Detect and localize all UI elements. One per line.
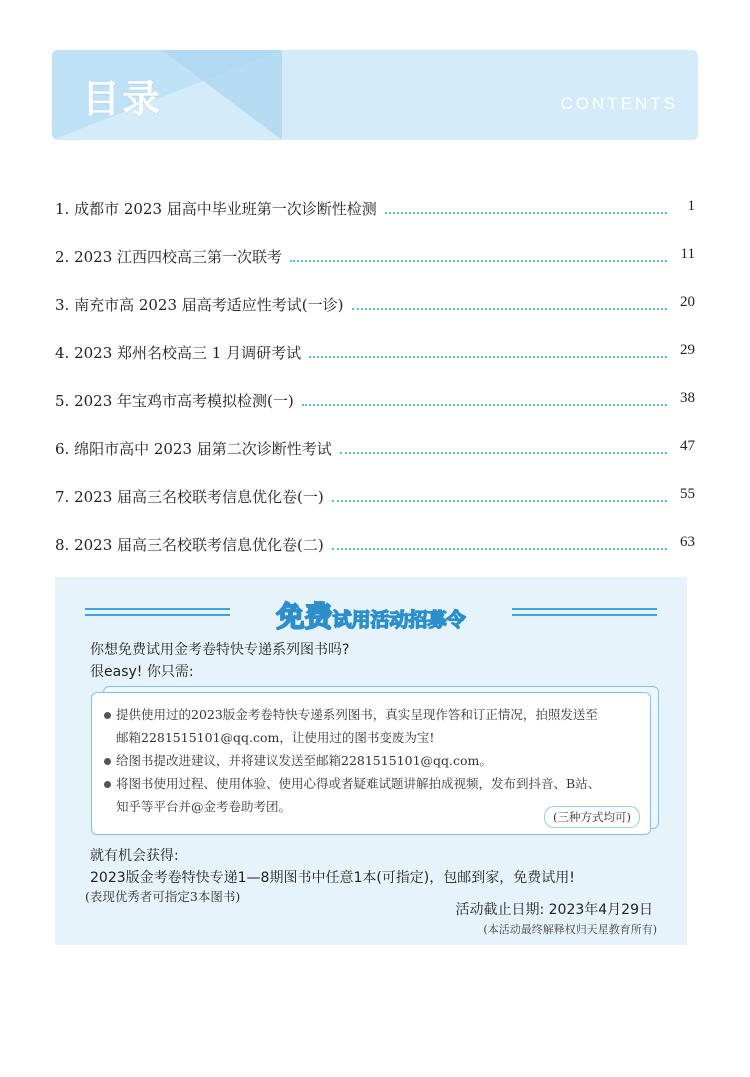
reward-note: (表现优秀者可指定3本图书): [85, 889, 241, 904]
toc-entry-page: 38: [680, 390, 695, 406]
task-card: [91, 692, 651, 835]
task-line-continued: 邮箱2281515101@qq.com，让使用过的图书变废为宝!: [116, 730, 435, 745]
promo-title: [233, 595, 509, 635]
promo-title-rest: 试用活动招募令: [332, 609, 466, 631]
toc-entry-page: 63: [680, 534, 695, 550]
toc-entry-title: 4. 2023 郑州名校高三 1 月调研考试: [55, 344, 302, 362]
dot-leader: [332, 536, 667, 550]
task-line-continued: 知乎等平台并@金考卷助考团。: [116, 799, 292, 814]
task-line: 提供使用过的2023版金考卷特快专递系列图书，真实呈现作答和订正情况，拍照发送至: [116, 707, 598, 722]
dot-leader: [332, 488, 667, 502]
toc-entry[interactable]: [55, 526, 695, 574]
page-subtitle: CONTENTS: [560, 94, 678, 113]
banner-decoration-2: [162, 50, 282, 140]
toc-entry-page: 47: [680, 438, 695, 454]
dot-leader: [290, 248, 667, 262]
methods-note: (三种方式均可): [544, 806, 640, 828]
toc-entry-title: 1. 成都市 2023 届高中毕业班第一次诊断性检测: [55, 200, 377, 218]
toc-entry[interactable]: [55, 430, 695, 478]
promo-question: 你想免费试用金考卷特快专递系列图书吗?: [90, 642, 350, 658]
header-banner: [52, 50, 698, 140]
toc-entry[interactable]: [55, 334, 695, 382]
toc-entry-title: 5. 2023 年宝鸡市高考模拟检测(一): [55, 392, 294, 410]
toc-entry-title: 7. 2023 届高三名校联考信息优化卷(一): [55, 488, 324, 506]
toc-entry[interactable]: [55, 382, 695, 430]
toc-entry-page: 11: [680, 246, 695, 262]
toc-entry-title: 6. 绵阳市高中 2023 届第二次诊断性考试: [55, 440, 332, 458]
bullet-icon: [104, 712, 111, 719]
reward-heading: 就有机会获得:: [90, 848, 179, 864]
toc-entry[interactable]: [55, 190, 695, 238]
promo-heading: [85, 595, 657, 633]
dot-leader: [352, 296, 668, 310]
heading-rule-right: [512, 608, 657, 616]
dot-leader: [302, 392, 667, 406]
task-line: 给图书提改进建议，并将建议发送至邮箱2281515101@qq.com。: [116, 753, 492, 768]
deadline: 活动截止日期: 2023年4月29日: [455, 902, 653, 918]
task-item: [104, 749, 638, 772]
toc-entry-page: 1: [687, 198, 695, 214]
toc-entry[interactable]: [55, 238, 695, 286]
dot-leader: [340, 440, 667, 454]
bullet-icon: [104, 758, 111, 765]
dot-leader: [385, 200, 667, 214]
bullet-icon: [104, 781, 111, 788]
table-of-contents: [55, 190, 695, 574]
promo-easy: 很easy! 你只需:: [90, 664, 194, 680]
toc-entry-title: 2. 2023 江西四校高三第一次联考: [55, 248, 283, 266]
heading-rule-left: [85, 608, 230, 616]
toc-entry[interactable]: [55, 478, 695, 526]
promo-box: [55, 577, 687, 945]
toc-entry-title: 3. 南充市高 2023 届高考适应性考试(一诊): [55, 296, 344, 314]
toc-entry-title: 8. 2023 届高三名校联考信息优化卷(二): [55, 536, 324, 554]
promo-title-highlight: 免费: [276, 600, 333, 633]
page-title: 目录: [82, 77, 163, 121]
toc-entry-page: 55: [680, 486, 695, 502]
reward-description: 2023版金考卷特快专递1—8期图书中任意1本(可指定)，包邮到家，免费试用!: [90, 870, 575, 886]
rights-notice: (本活动最终解释权归天星教育所有): [483, 923, 657, 936]
task-item: [104, 703, 638, 749]
dot-leader: [309, 344, 667, 358]
toc-entry[interactable]: [55, 286, 695, 334]
toc-entry-page: 29: [680, 342, 695, 358]
toc-entry-page: 20: [680, 294, 695, 310]
task-line: 将图书使用过程、使用体验、使用心得或者疑难试题讲解拍成视频，发布到抖音、B站、: [116, 776, 601, 791]
